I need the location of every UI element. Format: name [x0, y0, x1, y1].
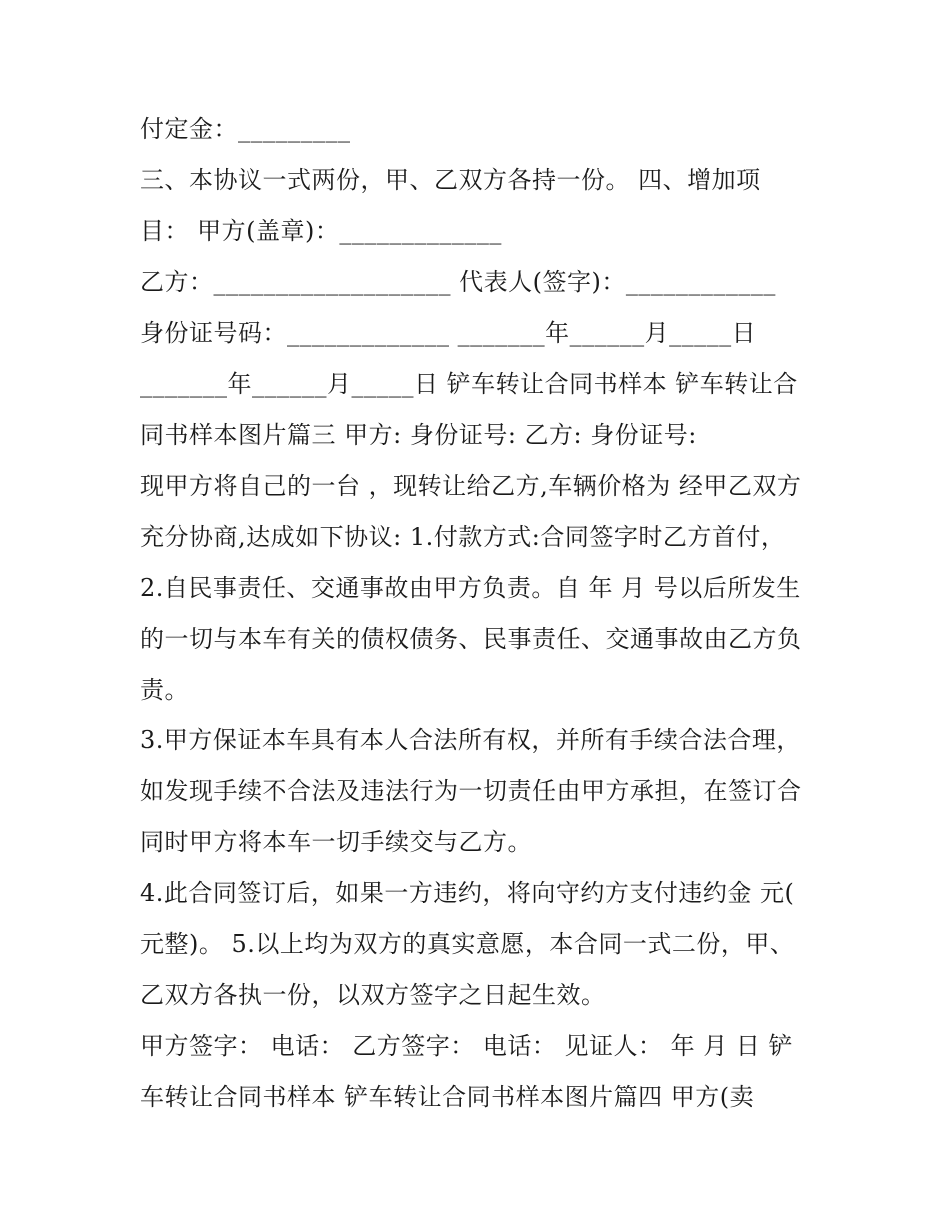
text-line: 同时甲方将本车一切手续交与乙方。	[140, 828, 532, 856]
text-line: 乙方：___________________ 代表人(签字)：____________	[140, 268, 776, 296]
text-line: 身份证号码：_____________ _______年______月_____日	[140, 319, 757, 347]
text-line: 甲方签字： 电话： 乙方签字： 电话： 见证人： 年 月 日 铲	[140, 1032, 794, 1060]
text-line: 同书样本图片篇三 甲方: 身份证号: 乙方: 身份证号:	[140, 421, 697, 449]
text-line: _______年______月_____日 铲车转让合同书样本 铲车转让合	[140, 370, 798, 398]
text-line: 车转让合同书样本 铲车转让合同书样本图片篇四 甲方(卖	[140, 1083, 755, 1111]
text-line: 如发现手续不合法及违法行为一切责任由甲方承担，在签订合	[140, 777, 802, 805]
text-line: 目： 甲方(盖章)：_____________	[140, 217, 502, 245]
text-line: 现甲方将自己的一台 ，现转让给乙方,车辆价格为 经甲乙双方	[140, 472, 802, 500]
text-line: 三、本协议一式两份，甲、乙双方各持一份。 四、增加项	[140, 166, 761, 194]
text-line: 的一切与本车有关的债权债务、民事责任、交通事故由乙方负	[140, 625, 802, 653]
text-line: 付定金：_________	[140, 115, 351, 143]
text-line: 2.自民事责任、交通事故由甲方负责。自 年 月 号以后所发生	[140, 574, 801, 602]
text-line: 3.甲方保证本车具有本人合法所有权，并所有手续合法合理，	[140, 726, 801, 754]
text-line: 乙双方各执一份，以双方签字之日起生效。	[140, 981, 606, 1009]
text-line: 元整)。 5.以上均为双方的真实意愿，本合同一式二份，甲、	[140, 930, 795, 958]
text-line: 责。	[140, 676, 189, 704]
text-line: 充分协商,达成如下协议: 1.付款方式:合同签字时乙方首付，	[140, 523, 786, 551]
text-line: 4.此合同签订后，如果一方违约，将向守约方支付违约金 元(	[140, 879, 795, 907]
